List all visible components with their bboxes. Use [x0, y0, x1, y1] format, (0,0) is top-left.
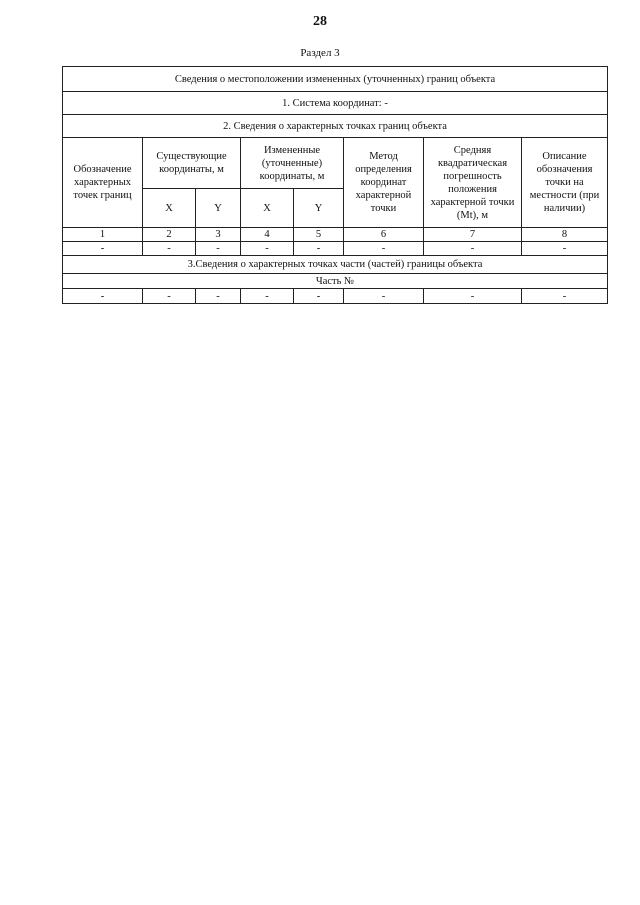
column-number: 8	[522, 228, 608, 242]
table-cell: -	[424, 289, 522, 304]
column-number: 1	[63, 228, 143, 242]
table-cell: -	[196, 242, 241, 256]
column-number: 2	[143, 228, 196, 242]
header-error: Средняя квадратическая погрешность положения характерной точки (Mt), м	[424, 138, 522, 228]
part-number-row: Часть №	[63, 274, 608, 289]
table-cell: -	[196, 289, 241, 304]
header-changed-y: Y	[294, 189, 344, 228]
column-number: 4	[241, 228, 294, 242]
table-cell: -	[344, 289, 424, 304]
header-existing-y: Y	[196, 189, 241, 228]
column-numbers-row	[63, 228, 608, 242]
page-number: 28	[313, 14, 327, 29]
parts-heading-row: 3.Сведения о характерных точках части (частей) границы объекта	[63, 256, 608, 274]
column-number: 6	[344, 228, 424, 242]
table-row	[63, 242, 608, 256]
header-description: Описание обозначения точки на местности (при наличии)	[522, 138, 608, 228]
table-row	[63, 289, 608, 304]
table-cell: -	[424, 242, 522, 256]
column-number: 5	[294, 228, 344, 242]
table-cell: -	[294, 289, 344, 304]
table-cell: -	[522, 242, 608, 256]
coordinate-system-row: 1. Система координат: -	[63, 92, 608, 115]
table-cell: -	[143, 289, 196, 304]
table-title: Сведения о местоположении измененных (уточненных) границ объекта	[63, 67, 608, 92]
column-number: 3	[196, 228, 241, 242]
section-title: Раздел 3	[300, 47, 340, 59]
header-designation: Обозначение характерных точек границ	[63, 138, 143, 228]
header-existing-x: X	[143, 189, 196, 228]
header-method: Метод определения координат характерной точки	[344, 138, 424, 228]
column-number: 7	[424, 228, 522, 242]
table-cell: -	[143, 242, 196, 256]
header-changed-x: X	[241, 189, 294, 228]
table-cell: -	[63, 289, 143, 304]
table-cell: -	[241, 289, 294, 304]
table-cell: -	[294, 242, 344, 256]
header-existing-coordinates: Существующие координаты, м	[143, 138, 241, 189]
table-cell: -	[241, 242, 294, 256]
table-cell: -	[63, 242, 143, 256]
boundary-points-table	[62, 66, 608, 304]
header-changed-coordinates: Измененные (уточненные) координаты, м	[241, 138, 344, 189]
table-cell: -	[344, 242, 424, 256]
points-heading-row: 2. Сведения о характерных точках границ объекта	[63, 115, 608, 138]
table-cell: -	[522, 289, 608, 304]
